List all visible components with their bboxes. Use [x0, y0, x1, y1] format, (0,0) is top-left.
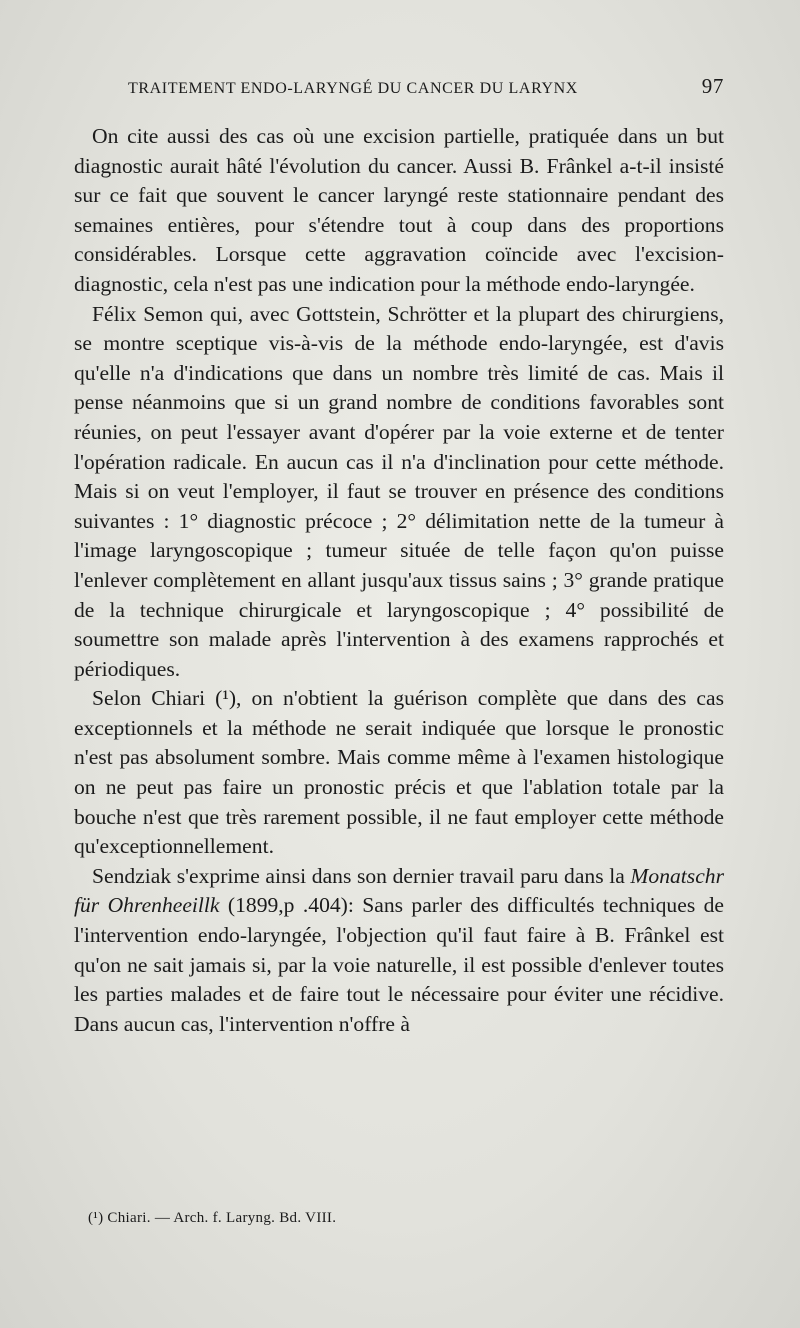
paragraph-4-start: Sendziak s'exprime ainsi dans son dernier travail paru dans la [92, 863, 631, 888]
journal-title: Monatschr für Ohrenheeillk [74, 863, 724, 918]
page-number: 97 [701, 74, 724, 98]
running-title: TRAITEMENT ENDO-LARYNGÉ DU CANCER DU LARYNX [128, 80, 578, 97]
running-header [128, 74, 724, 104]
paragraph-3: Selon Chiari (¹), on n'obtient la guérison complète que dans des cas exceptionnels et la méthode ne serait indiquée que lorsque le pronostic n'est pas absolument sombre. Mais comme même à l'examen histologique on ne peut pas faire un pronostic précis et que l'ablation totale par la bouche n'est que très rarement possible, il ne faut employer cette méthode qu'exceptionnellement. [74, 686, 724, 859]
body-text [74, 122, 724, 1039]
paragraph-4 [74, 862, 724, 1040]
footnote: (¹) Chiari. — Arch. f. Laryng. Bd. VIII. [88, 1210, 337, 1226]
paragraph-1: On cite aussi des cas où une excision partielle, pratiquée dans un but diagnostic aurait hâté l'évolution du cancer. Aussi B. Frânkel a-t-il insisté sur ce fait que souvent le cancer laryngé reste stationnaire pendant des semaines entières, pour s'étendre tout à coup dans des proportions considérables. Lorsque cette aggravation coïncide avec l'excision-diagnostic, cela n'est pas une indication pour la méthode endo-laryngée. [74, 124, 724, 296]
paragraph-4-rest: (1899,p .404): Sans parler des difficultés techniques de l'intervention endo-laryngée, l'objection qu'il faut faire à B. Frânkel est qu'on ne sait jamais si, par la voie naturelle, il est possible d'enlever toutes les parties malades et de faire tout le nécessaire pour éviter une récidive. Dans aucun cas, l'intervention n'offre à [74, 893, 724, 1036]
paragraph-2: Félix Semon qui, avec Gottstein, Schrötter et la plupart des chirurgiens, se montre sceptique vis-à-vis de la méthode endo-laryngée, est d'avis qu'elle n'a d'indications que dans un nombre très limité de cas. Mais il pense néanmoins que si un grand nombre de conditions favorables sont réunies, on peut l'essayer avant d'opérer par la voie externe et de tenter l'opération radicale. En aucun cas il n'a d'inclination pour cette méthode. Mais si on veut l'employer, il faut se trouver en présence des conditions suivantes : 1° diagnostic précoce ; 2° délimitation nette de la tumeur à l'image laryngoscopique ; tumeur située de telle façon qu'on puisse l'enlever complètement en allant jusqu'aux tissus sains ; 3° grande pratique de la technique chirurgicale et laryngoscopique ; 4° possibilité de soumettre son malade après l'intervention à des examens rapprochés et périodiques. [74, 301, 724, 681]
